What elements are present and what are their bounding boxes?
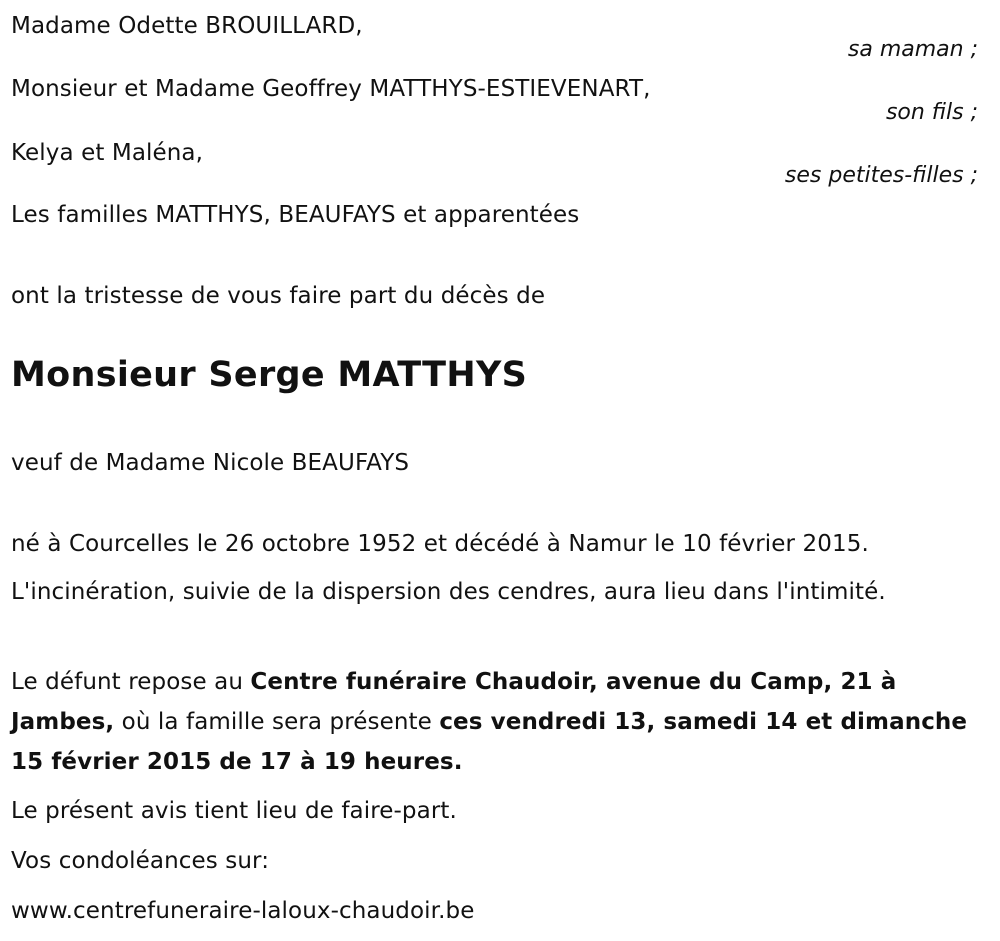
family-relation-3: ses petites-filles ;: [784, 163, 978, 188]
visitation-middle: où la famille sera présente: [114, 709, 440, 735]
family-relation-1: sa maman ;: [847, 37, 978, 62]
visitation-intro: Le défunt repose au: [11, 669, 251, 695]
cremation-text: L'incinération, suivie de la dispersion des cendres, aura lieu dans l'intimité.: [11, 579, 886, 605]
family-name-4: Les familles MATTHYS, BEAUFAYS et apparentées: [11, 202, 580, 228]
family-name-3: Kelya et Maléna,: [11, 140, 204, 166]
condolences-label: Vos condoléances sur:: [11, 848, 270, 874]
deceased-name: Monsieur Serge MATTHYS: [11, 355, 528, 395]
birth-death-text: né à Courcelles le 26 octobre 1952 et décédé à Namur le 10 février 2015.: [11, 531, 869, 557]
notice-text: Le présent avis tient lieu de faire-part.: [11, 798, 457, 824]
family-name-1: Madame Odette BROUILLARD,: [11, 13, 363, 39]
family-name-2: Monsieur et Madame Geoffrey MATTHYS-ESTIEVENART,: [11, 76, 651, 102]
website-link[interactable]: www.centrefuneraire-laloux-chaudoir.be: [11, 898, 475, 924]
visitation-place: Centre funéraire Chaudoir, avenue du Camp, 21 à Jambes,: [11, 669, 897, 735]
visitation-text: [11, 662, 979, 782]
family-relation-2: son fils ;: [885, 100, 978, 125]
widower-text: veuf de Madame Nicole BEAUFAYS: [11, 450, 410, 476]
visitation-dates: ces vendredi 13, samedi 14 et dimanche 15 février 2015 de 17 à 19 heures.: [11, 709, 968, 775]
announcement-text: ont la tristesse de vous faire part du décès de: [11, 283, 546, 309]
